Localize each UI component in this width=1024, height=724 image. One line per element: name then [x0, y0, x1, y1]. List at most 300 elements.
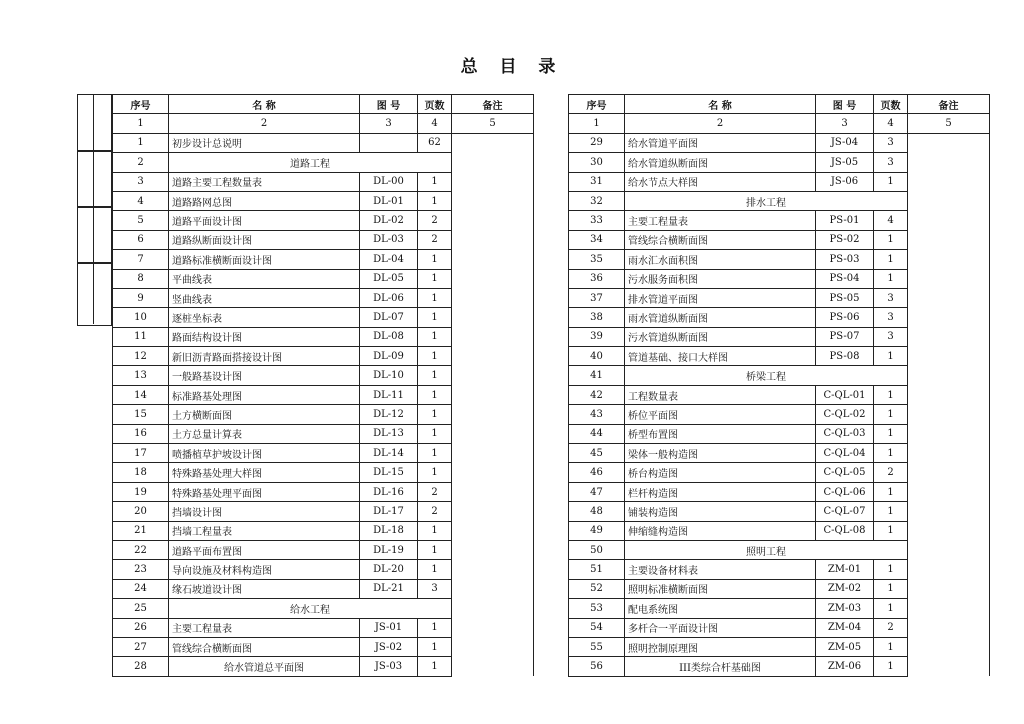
- row-code: DL-19: [360, 540, 418, 559]
- row-pages: 2: [874, 463, 908, 482]
- row-name: 照明标准横断面图: [625, 579, 816, 598]
- header-code: 图 号: [360, 95, 418, 114]
- margin-divider: [93, 94, 94, 324]
- row-name: 管线综合横断面图: [169, 637, 360, 656]
- table-row: [569, 327, 990, 346]
- margin-box: [77, 262, 112, 326]
- row-name: 竖曲线表: [169, 288, 360, 307]
- row-name: 平曲线表: [169, 269, 360, 288]
- row-remark: [452, 288, 534, 307]
- table-row: [113, 347, 534, 366]
- row-code: DL-03: [360, 230, 418, 249]
- row-name: 土方横断面图: [169, 405, 360, 424]
- row-no: 18: [113, 463, 169, 482]
- row-no: 27: [113, 637, 169, 656]
- index-pages: 4: [418, 114, 452, 133]
- row-remark: [908, 327, 990, 346]
- row-remark: [452, 385, 534, 404]
- row-no: 31: [569, 172, 625, 191]
- row-name: 桥型布置图: [625, 424, 816, 443]
- table-row: [569, 288, 990, 307]
- row-no: 39: [569, 327, 625, 346]
- row-pages: 1: [418, 191, 452, 210]
- row-no: 11: [113, 327, 169, 346]
- section-title: 排水工程: [625, 191, 908, 210]
- section-row: [113, 153, 534, 172]
- section-title: 道路工程: [169, 153, 452, 172]
- row-code: C-QL-01: [816, 385, 874, 404]
- header-name: 名 称: [625, 95, 816, 114]
- row-code: DL-21: [360, 579, 418, 598]
- section-row: [113, 599, 534, 618]
- row-code: JS-04: [816, 133, 874, 152]
- row-code: PS-06: [816, 308, 874, 327]
- row-remark: [452, 191, 534, 210]
- table-row: [569, 657, 990, 676]
- table-row: [113, 502, 534, 521]
- table-row: [569, 211, 990, 230]
- row-name: 排水管道平面图: [625, 288, 816, 307]
- row-code: DL-08: [360, 327, 418, 346]
- row-no: 1: [113, 133, 169, 152]
- row-pages: 1: [874, 482, 908, 501]
- table-header-row: [569, 95, 990, 114]
- row-name: 土方总量计算表: [169, 424, 360, 443]
- section-title: 照明工程: [625, 540, 908, 559]
- row-no: 41: [569, 366, 625, 385]
- row-remark: [908, 579, 990, 598]
- row-remark: [452, 521, 534, 540]
- row-name: 道路平面布置图: [169, 540, 360, 559]
- table-row: [569, 347, 990, 366]
- row-code: JS-05: [816, 153, 874, 172]
- table-row: [569, 521, 990, 540]
- row-name: 特殊路基处理大样图: [169, 463, 360, 482]
- row-pages: 1: [874, 599, 908, 618]
- row-no: 10: [113, 308, 169, 327]
- row-no: 50: [569, 540, 625, 559]
- table-row: [113, 385, 534, 404]
- row-code: C-QL-06: [816, 482, 874, 501]
- row-remark: [908, 288, 990, 307]
- table-row: [113, 463, 534, 482]
- row-no: 45: [569, 444, 625, 463]
- row-remark: [452, 637, 534, 656]
- row-remark: [452, 327, 534, 346]
- row-code: DL-11: [360, 385, 418, 404]
- row-no: 25: [113, 599, 169, 618]
- row-name: 伸缩缝构造图: [625, 521, 816, 540]
- row-remark: [452, 482, 534, 501]
- index-name: 2: [169, 114, 360, 133]
- row-no: 24: [113, 579, 169, 598]
- row-no: 40: [569, 347, 625, 366]
- table-row: [569, 444, 990, 463]
- row-remark: [908, 521, 990, 540]
- table-row: [113, 308, 534, 327]
- table-row: [113, 618, 534, 637]
- table-row: [569, 618, 990, 637]
- row-pages: 1: [874, 347, 908, 366]
- row-no: 9: [113, 288, 169, 307]
- row-remark: [452, 618, 534, 637]
- row-name: 多杆合一平面设计图: [625, 618, 816, 637]
- row-code: DL-05: [360, 269, 418, 288]
- row-pages: 1: [874, 579, 908, 598]
- row-code: PS-07: [816, 327, 874, 346]
- row-code: C-QL-02: [816, 405, 874, 424]
- row-code: DL-02: [360, 211, 418, 230]
- section-row: [569, 540, 990, 559]
- row-remark: [908, 657, 990, 676]
- index-no: 1: [113, 114, 169, 133]
- row-remark: [908, 347, 990, 366]
- row-remark: [452, 230, 534, 249]
- row-pages: 3: [874, 153, 908, 172]
- header-no: 序号: [569, 95, 625, 114]
- row-name: 路面结构设计图: [169, 327, 360, 346]
- row-code: DL-09: [360, 347, 418, 366]
- row-remark: [908, 618, 990, 637]
- row-no: 34: [569, 230, 625, 249]
- table-row: [569, 172, 990, 191]
- header-no: 序号: [113, 95, 169, 114]
- row-name: 给水管道纵断面图: [625, 153, 816, 172]
- row-remark: [452, 444, 534, 463]
- row-no: 17: [113, 444, 169, 463]
- row-pages: 1: [418, 327, 452, 346]
- row-no: 51: [569, 560, 625, 579]
- row-name: 逐桩坐标表: [169, 308, 360, 327]
- section-title: 桥梁工程: [625, 366, 908, 385]
- table-row: [113, 444, 534, 463]
- row-pages: 1: [418, 366, 452, 385]
- row-pages: 1: [874, 250, 908, 269]
- row-remark: [908, 405, 990, 424]
- row-pages: 1: [874, 657, 908, 676]
- row-name: 污水服务面积图: [625, 269, 816, 288]
- row-pages: 1: [874, 424, 908, 443]
- row-name: 桥位平面图: [625, 405, 816, 424]
- row-pages: 1: [418, 637, 452, 656]
- row-pages: 1: [418, 424, 452, 443]
- row-name: 导向设施及材料构造图: [169, 560, 360, 579]
- row-remark: [452, 347, 534, 366]
- table-row: [113, 366, 534, 385]
- row-remark: [908, 540, 990, 559]
- index-code: 3: [360, 114, 418, 133]
- row-code: DL-06: [360, 288, 418, 307]
- row-remark: [452, 657, 534, 676]
- row-code: C-QL-04: [816, 444, 874, 463]
- row-pages: 2: [418, 230, 452, 249]
- row-pages: 2: [418, 211, 452, 230]
- row-code: DL-14: [360, 444, 418, 463]
- table-row: [569, 405, 990, 424]
- row-remark: [908, 230, 990, 249]
- row-pages: 1: [418, 385, 452, 404]
- row-remark: [452, 540, 534, 559]
- row-code: ZM-05: [816, 637, 874, 656]
- row-code: DL-18: [360, 521, 418, 540]
- row-pages: 2: [418, 482, 452, 501]
- row-pages: 3: [874, 308, 908, 327]
- row-code: ZM-02: [816, 579, 874, 598]
- row-pages: 1: [418, 172, 452, 191]
- row-remark: [452, 599, 534, 618]
- row-name: 给水管道平面图: [625, 133, 816, 152]
- table-row: [569, 133, 990, 152]
- row-no: 13: [113, 366, 169, 385]
- table-row: [113, 579, 534, 598]
- row-code: DL-07: [360, 308, 418, 327]
- row-code: C-QL-07: [816, 502, 874, 521]
- index-pages: 4: [874, 114, 908, 133]
- row-no: 46: [569, 463, 625, 482]
- row-no: 14: [113, 385, 169, 404]
- table-row: [569, 502, 990, 521]
- table-row: [113, 482, 534, 501]
- row-pages: 3: [874, 327, 908, 346]
- catalog-table-left: [112, 94, 534, 677]
- row-remark: [908, 250, 990, 269]
- row-pages: 62: [418, 133, 452, 152]
- margin-box: [77, 94, 112, 152]
- row-remark: [452, 211, 534, 230]
- row-remark: [908, 482, 990, 501]
- section-row: [569, 191, 990, 210]
- row-remark: [452, 463, 534, 482]
- index-name: 2: [625, 114, 816, 133]
- row-code: ZM-03: [816, 599, 874, 618]
- row-pages: 1: [418, 250, 452, 269]
- row-name: 道路路网总图: [169, 191, 360, 210]
- row-pages: 1: [418, 540, 452, 559]
- table-row: [569, 308, 990, 327]
- row-pages: 1: [418, 618, 452, 637]
- row-no: 49: [569, 521, 625, 540]
- row-remark: [452, 560, 534, 579]
- row-no: 44: [569, 424, 625, 443]
- row-pages: 3: [874, 133, 908, 152]
- row-remark: [908, 172, 990, 191]
- row-no: 53: [569, 599, 625, 618]
- row-no: 29: [569, 133, 625, 152]
- row-remark: [908, 211, 990, 230]
- row-pages: 1: [418, 444, 452, 463]
- table-row: [113, 191, 534, 210]
- row-pages: 1: [874, 230, 908, 249]
- row-remark: [908, 269, 990, 288]
- row-no: 5: [113, 211, 169, 230]
- row-no: 37: [569, 288, 625, 307]
- row-no: 8: [113, 269, 169, 288]
- row-name: 主要设备材料表: [625, 560, 816, 579]
- row-no: 4: [113, 191, 169, 210]
- header-code: 图 号: [816, 95, 874, 114]
- row-name: 喷播植草护坡设计图: [169, 444, 360, 463]
- row-code: PS-02: [816, 230, 874, 249]
- row-remark: [908, 502, 990, 521]
- margin-box: [77, 206, 112, 264]
- row-no: 36: [569, 269, 625, 288]
- row-code: PS-01: [816, 211, 874, 230]
- row-code: JS-06: [816, 172, 874, 191]
- row-name: 挡墙工程量表: [169, 521, 360, 540]
- row-no: 22: [113, 540, 169, 559]
- row-remark: [452, 133, 534, 152]
- row-code: DL-01: [360, 191, 418, 210]
- row-no: 55: [569, 637, 625, 656]
- row-code: DL-16: [360, 482, 418, 501]
- margin-box: [77, 150, 112, 208]
- table-row: [113, 250, 534, 269]
- row-code: DL-12: [360, 405, 418, 424]
- table-row: [113, 560, 534, 579]
- row-remark: [908, 191, 990, 210]
- row-name: 新旧沥青路面搭接设计图: [169, 347, 360, 366]
- row-code: ZM-01: [816, 560, 874, 579]
- row-name: 特殊路基处理平面图: [169, 482, 360, 501]
- row-name: 栏杆构造图: [625, 482, 816, 501]
- row-no: 23: [113, 560, 169, 579]
- row-pages: 1: [874, 637, 908, 656]
- table-row: [113, 269, 534, 288]
- row-remark: [452, 153, 534, 172]
- row-pages: 1: [418, 657, 452, 676]
- row-no: 2: [113, 153, 169, 172]
- table-row: [113, 230, 534, 249]
- row-remark: [452, 424, 534, 443]
- row-pages: 1: [418, 288, 452, 307]
- table-row: [113, 172, 534, 191]
- table-row: [113, 521, 534, 540]
- row-no: 43: [569, 405, 625, 424]
- row-code: [360, 133, 418, 152]
- row-remark: [452, 250, 534, 269]
- index-remark: 5: [908, 114, 990, 133]
- row-code: DL-15: [360, 463, 418, 482]
- column-index-row: [113, 114, 534, 133]
- row-remark: [908, 153, 990, 172]
- row-no: 21: [113, 521, 169, 540]
- row-code: JS-03: [360, 657, 418, 676]
- table-row: [113, 540, 534, 559]
- row-pages: 1: [418, 560, 452, 579]
- row-name: 配电系统图: [625, 599, 816, 618]
- table-row: [569, 463, 990, 482]
- row-pages: 1: [418, 405, 452, 424]
- row-pages: 1: [874, 444, 908, 463]
- header-remark: 备注: [908, 95, 990, 114]
- row-code: DL-00: [360, 172, 418, 191]
- row-code: C-QL-05: [816, 463, 874, 482]
- row-code: C-QL-08: [816, 521, 874, 540]
- row-remark: [452, 269, 534, 288]
- table-row: [569, 482, 990, 501]
- header-remark: 备注: [452, 95, 534, 114]
- table-row: [113, 657, 534, 676]
- row-code: DL-20: [360, 560, 418, 579]
- table-row: [113, 405, 534, 424]
- table-row: [569, 250, 990, 269]
- row-no: 47: [569, 482, 625, 501]
- row-name: 雨水管道纵断面图: [625, 308, 816, 327]
- row-name: 道路主要工程数量表: [169, 172, 360, 191]
- table-row: [569, 153, 990, 172]
- row-remark: [452, 172, 534, 191]
- row-no: 38: [569, 308, 625, 327]
- row-no: 32: [569, 191, 625, 210]
- row-name: III类综合杆基础图: [625, 657, 816, 676]
- row-no: 28: [113, 657, 169, 676]
- row-pages: 1: [418, 269, 452, 288]
- row-no: 3: [113, 172, 169, 191]
- index-no: 1: [569, 114, 625, 133]
- row-name: 道路纵断面设计图: [169, 230, 360, 249]
- header-pages: 页数: [418, 95, 452, 114]
- row-code: ZM-06: [816, 657, 874, 676]
- row-pages: 1: [874, 269, 908, 288]
- row-name: 管线综合横断面图: [625, 230, 816, 249]
- row-name: 标准路基处理图: [169, 385, 360, 404]
- row-pages: 3: [874, 288, 908, 307]
- row-pages: 1: [874, 521, 908, 540]
- row-code: PS-05: [816, 288, 874, 307]
- row-pages: 2: [874, 618, 908, 637]
- table-row: [569, 560, 990, 579]
- row-no: 52: [569, 579, 625, 598]
- row-remark: [452, 502, 534, 521]
- row-no: 48: [569, 502, 625, 521]
- row-no: 16: [113, 424, 169, 443]
- table-row: [113, 288, 534, 307]
- table-row: [569, 424, 990, 443]
- row-no: 20: [113, 502, 169, 521]
- table-row: [113, 637, 534, 656]
- table-row: [569, 599, 990, 618]
- row-remark: [908, 385, 990, 404]
- row-code: DL-17: [360, 502, 418, 521]
- row-pages: 1: [874, 502, 908, 521]
- row-remark: [452, 405, 534, 424]
- row-remark: [908, 463, 990, 482]
- row-name: 道路平面设计图: [169, 211, 360, 230]
- table-row: [113, 424, 534, 443]
- row-pages: 2: [418, 502, 452, 521]
- row-no: 26: [113, 618, 169, 637]
- page-title: 总 目 录: [460, 57, 564, 77]
- row-remark: [452, 366, 534, 385]
- row-name: 挡墙设计图: [169, 502, 360, 521]
- row-name: 主要工程量表: [169, 618, 360, 637]
- row-remark: [908, 424, 990, 443]
- row-remark: [908, 560, 990, 579]
- row-name: 管道基础、接口大样图: [625, 347, 816, 366]
- row-name: 道路标准横断面设计图: [169, 250, 360, 269]
- row-pages: 3: [418, 579, 452, 598]
- section-title: 给水工程: [169, 599, 452, 618]
- section-row: [569, 366, 990, 385]
- row-remark: [908, 599, 990, 618]
- row-no: 15: [113, 405, 169, 424]
- row-name: 一般路基设计图: [169, 366, 360, 385]
- header-name: 名 称: [169, 95, 360, 114]
- row-name: 梁体一般构造图: [625, 444, 816, 463]
- row-remark: [908, 444, 990, 463]
- index-code: 3: [816, 114, 874, 133]
- row-no: 42: [569, 385, 625, 404]
